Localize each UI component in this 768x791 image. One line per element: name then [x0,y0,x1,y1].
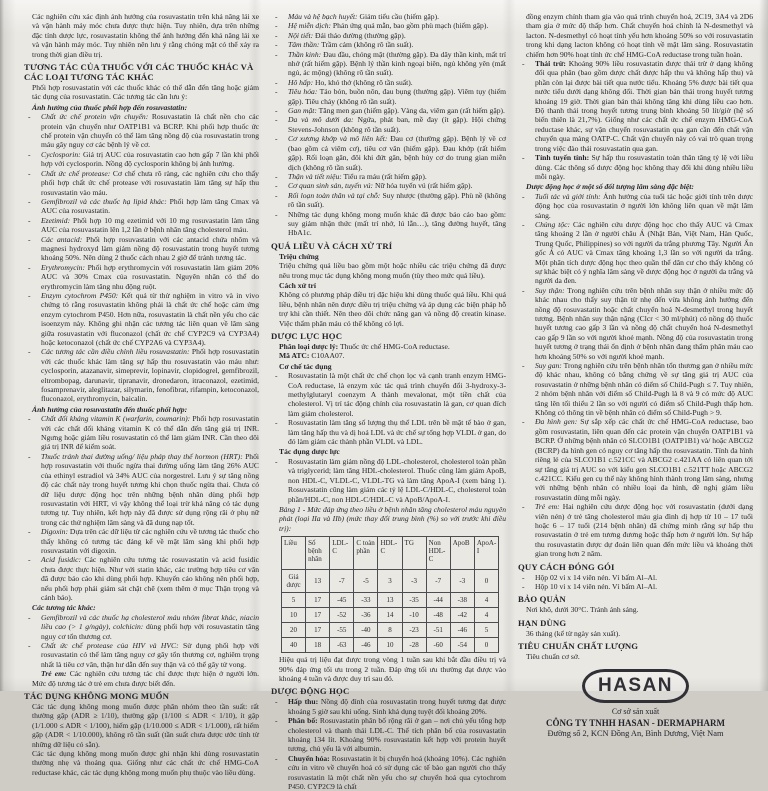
bullet-dash: - [275,753,278,763]
bullet-dash: - [275,106,278,116]
table-cell: 10 [378,638,402,653]
bullet-item: - Phân bố: Rosuvastatin phân bố rộng rãi ở gan – nơi chủ yếu tổng hợp cholesterol và thanh thải LDL-C. Thể tích phân bố của rosuvastatin khoảng 134 lít. Khoảng 90% rosuvastatin kết hợp với protein huyết tương, chủ yếu là với albumin. [275,716,506,754]
paragraph: Phối hợp rosuvastatin với các thuốc khác có thể dẫn đến tăng hoặc giảm tác dụng của rosuvastatin. Các tương tác cần lưu ý: [32,83,259,102]
lead-text: Thuốc tránh thai đường uống/ liệu pháp thay thế hormon (HRT): [41,451,243,461]
table-cell: 17 [306,593,330,608]
table-row [282,638,499,653]
bullet-dash: - [275,21,278,31]
lead-text: Thận và tiết niệu: [288,171,342,181]
bullet-item: - Hộp 10 vỉ x 14 viên nén. Vỉ bấm Al–Al. [522,581,657,591]
table-cell: -3 [402,570,426,593]
bullet-dash: - [275,171,278,181]
lead-text: Máu và hệ bạch huyết: [288,12,358,21]
lead-text: Suy gan: [535,361,562,371]
sub-heading-italic: Ảnh hưởng của thuốc phối hợp đến rosuvastatin: [32,102,188,112]
bullet-item: - Thuốc tránh thai đường uống/ liệu pháp thay thế hormon (HRT): Phối hợp rosuvastatin với thuốc ngừa thai đường uống làm tăng 26% AUC của ethinyl estradiol và 34% AUC của norgestrel. Lưu ý sự tăng nồng độ các chất này trong huyết tương khi chọn thuốc ngừa thai. Chưa có dữ liệu dược động học trên những bệnh nhân dùng phối hợp rosuvastatin với HRT, vì vậy không thể loại trừ khả năng có tác dụng tương tự. Tuy nhiên, kết hợp này đã được sử dụng rộng rãi ở phụ nữ trong các thử nghiệm lâm sàng và đã dung nạp tốt. [28,451,259,527]
section-heading: TÁC DỤNG KHÔNG MONG MUỐN [24,691,170,702]
table-cell: Giả dược [282,570,306,593]
table-row [282,593,499,608]
table-cell: 0 [474,570,498,593]
bullet-dash: - [522,59,525,69]
section-heading: QUY CÁCH ĐÓNG GÓI [518,561,615,572]
bullet-item: - Rosuvastatin làm tăng số lượng thụ thể LDL trên bề mặt tế bào ở gan, làm tăng hấp thu và dị hoá LDL và ức chế sự tổng hợp VLDL ở gan, do đó làm giảm các thành phần VLDL và LDL. [275,418,506,447]
paragraph: Nơi khô, dưới 30°C. Tránh ánh sáng. [526,605,639,615]
table-cell: -38 [450,593,474,608]
table-cell: -28 [402,638,426,653]
bullet-item: - Erythromycin: Phối hợp erythromycin với rosuvastatin làm giảm 20% AUC và 30% Cmax của rosuvastatin. Nguyên nhân có thể do erythromycin làm tăng nhu động ruột. [28,262,260,291]
lead-text: Cyclosporin: [41,149,81,159]
table-cell: -42 [450,608,474,623]
bullet-dash: - [275,371,278,381]
bullet-item: - Gan mật: Tăng men gan (hiếm gặp). Vàng da, viêm gan (rất hiếm gặp). [275,106,505,116]
lead-text: Hấp thu: [288,697,319,707]
paragraph: Các nghiên cứu xác định ảnh hưởng của rosuvastatin trên khả năng lái xe và vận hành máy móc chưa được thực hiện. Tuy nhiên, dựa trên những đặc tính dược lực, rosuvastatin không thể ảnh hưởng đến khả năng lái xe và vận hành máy móc. Tuy nhiên nên lưu ý rằng chóng mặt có thể xảy ra trong thời gian điều trị. [32,12,259,59]
lead-text: Các antacid: [41,234,83,244]
bullet-item: - Gemfibrozil và các thuốc hạ lipid khác: Phối hợp làm tăng Cmax và AUC của rosuvastatin. [28,196,259,216]
lead-text: Erythromycin: [41,262,86,272]
lead-text: Thần kinh: [288,49,322,59]
section-heading: DƯỢC LỰC HỌC [271,331,343,341]
hasan-logo-text: HASAN [597,674,674,696]
bullet-item: - Chất ức chế protein vận chuyển: Rosuvastatin là chất nền cho các protein vận chuyển như OATP1B1 và BCRP. Khi phối hợp thuốc ức chế protein vận chuyển có thể làm tăng nồng độ của rosuvastatin trong máu gây nguy cơ các bệnh lý về cơ. [28,112,259,150]
bullet-dash: - [522,285,525,295]
bullet-item: - Nội tiết: Đái tháo đường (thường gặp). [275,30,406,40]
bullet-dash: - [522,361,525,371]
paragraph: Triệu chứng quá liều bao gồm một hoặc nhiều các triệu chứng đã được nêu trong mục tác dụng không mong muốn (tùy theo mức quá liều). [279,261,506,280]
table-cell: -60 [426,638,450,653]
bullet-item: - Thải trừ: Khoảng 90% liều rosuvastatin được thải trừ ở dạng không đổi qua phân (bao gồm dược chất được hấp thu và không hấp thu) và phần còn lại được bài tiết qua nước tiểu. Khoảng 5% được bài tiết qua nước tiểu dưới dạng không đổi. Thời gian bán thải trong huyết tương khoảng 19 giờ. Thời gian bán thải không tăng khi dùng liều cao hơn. Độ thanh thải trong huyết tương trung bình khoảng 50 lít/giờ (hệ số biến thiên là 21,7%). Giống như các chất ức chế enzym HMG-CoA reductase khác, sự vận chuyển rosuvastatin qua gan cần đến chất vận chuyển qua màng OATP-C. Chất vận chuyển này có vai trò quan trọng trong việc đào thải rosuvastatin qua gan. [522,59,753,153]
lead-text: Chuyển hóa: [288,753,330,763]
bullet-dash: - [522,417,525,427]
bullet-item: - Tâm thần: Trầm cảm (không rõ tần suất). [275,40,414,50]
lead-text: Cơ quan sinh sản, tuyến vú: [288,181,374,191]
bullet-dash: - [28,451,31,461]
lead-text: Mã ATC: [279,351,310,361]
table-cell: -44 [426,593,450,608]
table-cell: -40 [354,623,378,638]
lead-text: Suy thận: [535,285,565,295]
bullet-dash: - [275,12,278,21]
column-right-blocks [518,12,753,662]
bullet-item: - Trẻ em: Hai nghiên cứu dược động học với rosuvastatin (dưới dạng viên nén) ở trẻ tăng cholesterol máu gia đình dị hợp từ 10 – 17 tuổi hoặc 6 – 17 tuổi (214 bệnh nhân) đã chứng minh rằng sự hấp thu rosuvastatin ở trẻ em tương đương hoặc thấp hơn ở người lớn. Sự hấp thu rosuvastatin được dự đoán liên quan đến mức liều và khoảng thời gian trong hơn 2 năm. [522,502,753,559]
table-cell: 20 [282,623,306,638]
bullet-item: - Digoxin: Dựa trên các dữ liệu từ các nghiên cứu về tương tác thuốc cho thấy không có tương tác đáng kể về mặt lâm sàng khi phối hợp rosuvastatin với digoxin. [28,527,259,555]
lead-text: Trẻ em: [535,502,560,512]
bullet-dash: - [28,290,31,300]
column-middle [271,12,507,791]
lead-text: Acid fusidic: [41,555,82,565]
paragraph: Trẻ em: Các nghiên cứu tương tác chỉ được thực hiện ở người lớn. Mức độ tương tác ở trẻ em chưa được biết đến. [32,669,259,688]
lead-text: Tuổi tác và giới tính: [535,191,601,201]
paragraph: Không có phương pháp điều trị đặc hiệu khi dùng thuốc quá liều. Khi quá liều, bệnh nhân nên được điều trị triệu chứng và áp dụng các biện pháp hỗ trợ khi cần thiết. Nên theo dõi chức năng gan và nồng độ creatin kinase. Việc thẩm phân máu có thể không có lợi. [279,290,506,328]
lead-text: Thải trừ: [535,59,566,69]
lead-text: Hệ miễn dịch: [288,21,332,31]
section-heading: HẠN DÙNG [518,617,567,628]
section-heading: TIÊU CHUẨN CHẤT LƯỢNG [518,641,639,652]
bullet-item: - Máu và hệ bạch huyết: Giảm tiểu cầu (hiếm gặp). [275,12,439,21]
table-row [282,608,499,623]
table-cell: -63 [330,638,354,653]
bullet-dash: - [28,641,31,650]
table-cell: -33 [354,593,378,608]
bullet-dash: - [275,716,278,726]
lead-text: Enzym cytochrom P450: [41,290,119,300]
bullet-dash: - [275,181,278,191]
bullet-dash: - [28,527,31,537]
table-cell: -55 [330,623,354,638]
hasan-logo [582,669,689,703]
lead-text: Gemfibrozil và các thuốc hạ cholesterol máu nhóm fibrat khác, niacin liều cao (> 1 g/ngày), colchicin: [41,612,259,632]
table-cell: -54 [450,638,474,653]
table-header-cell: TG [402,537,426,570]
paragraph: Hiệu quả trị liệu đạt được trong vòng 1 tuần sau khi bắt đầu điều trị và 90% đáp ứng tối ưu trong 2 tuần. Đáp ứng tối ưu thường đạt được vào khoảng 4 tuần và được duy trì sau đó. [279,655,506,683]
table-cell: -46 [354,638,378,653]
bullet-item: - Chủng tộc: Các nghiên cứu dược động học cho thấy AUC và Cmax tăng khoảng 2 lần ở người châu Á (Nhật Bản, Việt Nam, Hàn Quốc, Trung Quốc, Philippines) so với người da trắng phương Tây. Người Ấn gốc Á có AUC và Cmax tăng khoảng 1,3 lần so với người da trắng. Một phân tích dược động học theo quần thể dân cư cho thấy không có sự khác biệt có ý nghĩa lâm sàng về dược động học ở người da trắng và người da đen. [522,219,753,286]
bullet-item: - Tính tuyến tính: Sự hấp thu rosuvastatin toàn thân tăng tỷ lệ với liều dùng. Các thông số dược động học không thay đổi khi dùng nhiều liều mỗi ngày. [522,153,753,181]
table-cell: -35 [402,593,426,608]
section-heading: DƯỢC ĐỘNG HỌC [271,686,350,697]
lead-text: Tâm thần: [288,40,320,50]
table-cell: 13 [306,570,330,593]
bullet-item: - Gemfibrozil và các thuốc hạ cholesterol máu nhóm fibrat khác, niacin liều cao (> 1 g/ngày), colchicin: dùng phối hợp với rosuvastatin tăng nguy cơ tổn thương cơ. [28,612,260,641]
table-cell: 17 [306,623,330,638]
lead-text: Trẻ em: [41,669,67,679]
bullet-dash: - [275,87,278,97]
bullet-item: - Chất đối kháng vitamin K (warfarin, coumarin): Phối hợp rosuvastatin với các chất đối kháng vitamin K có thể dẫn đến tăng giá trị INR. Ngưng hoặc giảm liều rosuvastatin có thể làm giảm INR. Cần theo dõi giá trị INR để kiểm soát. [28,414,260,452]
bullet-dash: - [28,612,31,622]
table-caption: Bảng 1 - Mức đáp ứng theo liều ở bệnh nhân tăng cholesterol máu nguyên phát (loại IIa và IIb) (mức thay đổi trung bình (%) so với trước khi điều trị): [279,504,506,533]
section-heading: BẢO QUẢN [518,594,566,605]
bullet-item: - Suy thận: Trong nghiên cứu trên bệnh nhân suy thận ở nhiều mức độ khác nhau cho thấy suy thận từ nhẹ đến vừa không ảnh hưởng đến nồng độ rosuvastatin hoặc chất chuyển hoá N-desmethyl trong huyết tương. Bệnh nhân suy thận nặng (Clcr < 30 ml/phút) có nồng độ thuốc huyết tương cao gấp 3 lần và nồng độ chất chuyển hoá N-desmethyl cao gấp 9 lần so với người khoẻ mạnh. Nồng độ của rosuvastatin trong huyết tương ở trạng thái ổn định ở bệnh nhân đang thẩm phân máu cao hơn khoảng 50% so với người khoẻ mạnh. [522,285,753,361]
bullet-item: - Những tác dụng không mong muốn khác đã được báo cáo bao gồm: suy giảm nhận thức (mất trí nhớ, lú lẫn…), tăng đường huyết, tăng HbA1c. [275,209,506,238]
table-cell: 40 [282,638,306,653]
lead-text: Gan mật: [288,106,317,116]
bullet-dash: - [28,149,31,159]
table-cell: 0 [474,638,498,653]
bullet-item: - Enzym cytochrom P450: Kết quả từ thử nghiệm in vitro và in vivo chứng tỏ rằng rosuvastatin không phải là chất ức chế hoặc cảm ứng enzym cytochrom P450. Hơn nữa, rosuvastatin là chất nền yếu cho các isoenzym này. Không ghi nhận các tương tác liên quan về lâm sàng giữa rosuvastatin với fluconazol (chất ức chế CYP2C9 và CYP3A4) hoặc ketoconazol (chất ức chế CYP2A6 và CYP3A4). [28,290,259,347]
sub-heading: Triệu chứng [279,251,319,261]
lead-text: Gemfibrozil và các thuốc hạ lipid khác: [41,196,167,206]
paragraph: Các tác dụng không mong muốn được ghi nhận khi dùng rosuvastatin thường nhẹ và thoáng qua. Giống như các chất ức chế HMG-CoA reductase khác, các tác dụng không mong muốn phụ thuộc vào liều dùng. [32,749,259,777]
bullet-item: - Acid fusidic: Các nghiên cứu tương tác rosuvastatin và acid fusidic chưa được thực hiện. Như với statin khác, các trường hợp tiêu cơ vân đã được báo cáo khi dùng phối hợp. Khuyến cáo không nên phối hợp, nếu phối hợp phải giám sát chặt chẽ (xem thêm ở mục Thận trọng và cảnh báo). [28,555,259,602]
bullet-dash: - [522,191,525,201]
bullet-item: - Chất ức chế protease của HIV và HVC: Sử dụng phối hợp với rosuvastatin có thể làm tăng nguy cơ gây tổn thương cơ, nghiêm trọng nhất là tiêu cơ vân, thận hư dẫn đến suy thận và có thể gây tử vong. [28,641,260,669]
lead-text: Digoxin: [41,527,68,537]
paragraph: Tiêu chuẩn cơ sở. [526,652,580,662]
paragraph: Phân loại dược lý: Thuốc ức chế HMG-CoA reductase. [279,342,450,351]
bullet-dash: - [28,168,31,178]
lead-text: Phân loại dược lý: [279,342,339,351]
company-address: Đường số 2, KCN Đồng An, Bình Dương, Việt Nam [547,728,724,738]
bullet-item: - Tuổi tác và giới tính: Ảnh hưởng của tuổi tác hoặc giới tính trên dược động học của rosuvastatin ở người lớn không liên quan về mặt lâm sàng. [522,191,753,220]
column-right [518,12,753,738]
table-cell: 8 [378,623,402,638]
table-cell: -48 [426,608,450,623]
bullet-item: - Cơ quan sinh sản, tuyến vú: Nữ hóa tuyến vú (rất hiếm gặp). [275,181,473,191]
bullet-dash: - [275,40,278,50]
bullet-dash: - [28,262,31,272]
table-header-cell: ApoA-I [474,537,498,570]
lead-text: Chất ức chế protease: [41,168,111,178]
table-cell: 14 [378,608,402,623]
table-cell: -5 [354,570,378,593]
sub-heading-italic: Ảnh hưởng của rosuvastatin đến thuốc phối hợp: [32,404,188,414]
table-cell: 17 [306,608,330,623]
bullet-item: - Các tương tác cần điều chỉnh liều rosuvastatin: Phối hợp rosuvastatin với các thuốc khác làm tăng sự hấp thu rosuvastatin vào máu như: cyclosporin, atazanavir, simeprevir, lopinavir, clopidogrel, gemfibrozil, eltrombopag, darunavir, tipranavir, dronedaron, itraconazol, ezetimid, fosamprenavir, aleglitazar, silymarin, fenofibrat, rifampin, ketoconazol, fluconazol, erythromycin, baicalin. [28,347,260,404]
sub-heading: Cơ chế tác dụng [279,361,332,371]
table-header-cell: ApoB [450,537,474,570]
lead-text: Chất đối kháng vitamin K (warfarin, coumarin): [41,414,191,424]
bullet-item: - Suy gan: Trong nghiên cứu trên bệnh nhân tổn thương gan ở nhiều mức độ khác nhau, không có bằng chứng về sự tăng giá trị AUC của rosuvastatin ở những bệnh nhân có điểm số Child-Pugh ≤ 7. Tuy nhiên, 2 nhóm bệnh nhân với điểm số Child-Pugh là 8 và 9 có mức độ AUC tăng lên tối thiểu 2 lần so với người có điểm số Child-Pugh thấp hơn. Không có thông tin về bệnh nhân có điểm số Child-Pugh > 9. [522,361,753,418]
table-header-cell: HDL-C [378,537,402,570]
lead-text: Chất ức chế protease của HIV và HVC: [41,641,179,650]
bullet-item: - Chất ức chế protease: Cơ chế chưa rõ ràng, các nghiên cứu cho thấy phối hợp chất ức chế protease với rosuvastatin làm tăng sự hấp thu rosuvastatin vào máu. [28,168,259,197]
table-cell: -45 [330,593,354,608]
bullet-item: - Đa hình gen: Sự sắp xếp các chất ức chế HMG-CoA reductase, bao gồm rosuvastatin, liên quan đến các protein vận chuyển OATP1B1 và BCRP. Ở những bệnh nhân có SLCO1B1 (OATP1B1) và/ hoặc ABCG2 (BCRP) đa hình gen có nguy cơ tăng hấp thu rosuvastatin. Tính đa hình riêng lẻ của SLCO1B1 c.521CC và ABCG2 c.421AA có liên quan tới sự tăng giá trị AUC so với kiểu gen SLCO1B1 c.521TT hoặc ABCG2 c.421CC. Kiểu gen cụ thể này không hình thành trong lâm sàng, nhưng với những bệnh nhân có nhiều loại đa hình, đề nghị giảm liều rosuvastatin dùng mỗi ngày. [522,417,753,502]
bullet-item: - Cyclosporin: Giá trị AUC của rosuvastatin cao hơn gấp 7 lần khi phối hợp với cyclosporin. Nồng độ cyclosporin không bị ảnh hưởng. [28,149,259,169]
lead-text: Chất ức chế protein vận chuyển: [41,112,149,122]
lead-text: Các tương tác cần điều chỉnh liều rosuvastatin: [41,347,190,357]
bullet-item: - Các antacid: Phối hợp rosuvastatin với các antacid chứa nhôm và magnesi hydroxyd làm giảm nồng độ rosuvastatin trong huyết tương khoảng 50%. Nên dùng 2 thuốc cách nhau 2 giờ để tránh tương tác. [28,234,260,263]
lead-text: Tính tuyến tính: [535,153,590,163]
bullet-dash: - [28,347,31,357]
sub-heading-italic: Các tương tác khác: [32,603,96,613]
bullet-item: - Tiêu hóa: Táo bón, buồn nôn, đau bụng (thường gặp). Viêm tụy (hiếm gặp). Tiêu chảy (không rõ tần suất). [275,87,507,106]
sub-heading: Tác dụng dược lực [279,447,340,457]
bullet-dash: - [522,153,525,163]
table-cell: -46 [450,623,474,638]
lead-text: Hô hấp: [288,77,314,87]
bullet-dash: - [275,115,278,125]
bullet-item: - Rosuvastatin là một chất ức chế chọn lọc và cạnh tranh enzym HMG-CoA reductase, là enzym xúc tác quá trình chuyển đổi 3-hydroxy-3-methylglutaryl coenzym A thành mevalonat, một tiền chất của cholesterol. Vị trí tác động chính của rosuvastatin là gan, cơ quan đích làm giảm cholesterol. [275,371,506,418]
table-cell: -52 [330,608,354,623]
bullet-item: - Rối loạn toàn thân và tại chỗ: Suy nhược (thường gặp). Phù nề (không rõ tần suất). [275,190,506,210]
sub-heading: Cách xử trí [279,280,317,290]
bullet-dash: - [522,502,525,512]
sub-heading-italic: Dược động học ở một số đối tượng lâm sàng đặc biệt: [526,182,694,192]
bullet-item: - Thần kinh: Đau đầu, chóng mặt (thường gặp). Đa dây thần kinh, mất trí nhớ (rất hiếm gặp). Bệnh lý thần kinh ngoại biên, ngủ không yên (mất ngủ, ác mộng) (không rõ tần suất). [275,49,506,78]
table-cell: -3 [450,570,474,593]
bullet-item: - Hộp 02 vỉ x 14 viên nén. Vỉ bấm Al–Al. [522,572,657,582]
paragraph: Các tác dụng không mong muốn được phân nhóm theo tần suất: rất thường gặp (ADR ≥ 1/10), thường gặp (1/100 ≤ ADR < 1/10), ít gặp (1/1.000 ≤ ADR < 1/100), hiếm gặp (1/10.000 ≤ ADR < 1/1.000), rất hiếm gặp (ADR < 1/10.000), không rõ tần suất (tần suất chưa được ước tính từ những dữ liệu có sẵn). [32,702,259,749]
table-cell: -10 [402,608,426,623]
section-heading: TƯƠNG TÁC CỦA THUỐC VỚI CÁC THUỐC KHÁC VÀ CÁC LOẠI TƯƠNG TÁC KHÁC [24,62,254,83]
table-header-cell: LDL-C [330,537,354,570]
bullet-dash: - [275,77,278,87]
table-cell: 10 [282,608,306,623]
lead-text: Phân bố: [288,716,318,726]
table-cell: 4 [474,608,498,623]
column-left [24,12,260,777]
table-cell: 5 [282,593,306,608]
table-cell: -23 [402,623,426,638]
bullet-item: - Cơ xương khớp và mô liên kết: Đau cơ (thường gặp). Bệnh lý về cơ (bao gồm cả viêm cơ), tiêu cơ vân (hiếm gặp). Đau khớp (rất hiếm gặp). Rối loạn gân, đôi khi đứt gân, bệnh hủy cơ do trung gian miễn dịch (không rõ tần suất). [275,134,506,172]
table-header-row [282,537,499,570]
bullet-dash: - [275,209,278,219]
bullet-dash: - [522,572,525,582]
bullet-item: - Chuyển hóa: Rosuvastatin ít bị chuyển hoá (khoảng 10%). Các nghiên cứu in vitro về chuyển hoá có sử dụng các tế bào gan người cho thấy rosuvastatin là một chất nền yếu cho sự chuyển hoá qua cytochrom P450. CYP2C9 là chất [275,753,506,791]
table-cell: 4 [474,593,498,608]
manufacturer-footer [518,669,753,739]
bullet-item: - Hô hấp: Ho, khó thở (không rõ tần suất). [275,77,413,87]
bullet-item: - Ezetimid: Phối hợp 10 mg ezetimid với 10 mg rosuvastatin làm tăng AUC của rosuvastatin lên 1,2 lần ở bệnh nhân tăng cholesterol máu. [28,215,259,235]
table-cell: 5 [474,623,498,638]
section-heading: QUÁ LIỀU VÀ CÁCH XỬ TRÍ [271,240,393,251]
table-cell: 18 [306,638,330,653]
table-header-cell: Liều [282,537,306,570]
table-cell: -51 [426,623,450,638]
table-header-cell: Non HDL-C [426,537,450,570]
bullet-item: - Hệ miễn dịch: Phản ứng quá mẫn, bao gồm phù mạch (hiếm gặp). [275,21,489,31]
bullet-dash: - [28,215,31,225]
dose-response-table [281,536,499,653]
bullet-dash: - [275,30,278,40]
bullet-item: - Hấp thu: Nồng độ đỉnh của rosuvastatin trong huyết tương đạt được khoảng 5 giờ sau khi uống. Sinh khả dụng tuyệt đối khoảng 20%. [275,697,506,716]
bullet-dash: - [522,219,525,229]
lead-text: Ezetimid: [41,215,71,225]
table-cell: -7 [330,570,354,593]
bullet-dash: - [275,456,278,466]
bullet-dash: - [28,196,31,206]
bullet-dash: - [28,234,31,244]
table-cell: 13 [378,593,402,608]
lead-text: Tiêu hóa: [288,87,318,97]
bullet-dash: - [28,555,31,565]
table-header-cell: C toàn phần [354,537,378,570]
table-row [282,623,499,638]
bullet-dash: - [275,418,278,428]
lead-text: Chủng tộc: [535,219,571,229]
bullet-item: - Rosuvastatin làm giảm nồng độ LDL-cholesterol, cholesterol toàn phần và triglycerid; làm tăng HDL-cholesterol. Thuốc cũng làm giảm ApoB, non HDL-C, VLDL-C, VLDL-TG và làm tăng ApoA-I (xem bảng 1). Rosuvastatin cũng làm giảm các tỷ lệ LDL-C/HDL-C, cholesterol toàn phần/HDL-C, non HDL-C/HDL-C và ApoB/ApoA-I. [275,456,506,504]
bullet-dash: - [28,112,31,122]
bullet-item: - Da và mô dưới da: Ngứa, phát ban, mề đay (ít gặp). Hội chứng Stevens-Johnson (không rõ tần suất). [275,115,506,134]
paragraph: Mã ATC: C10AA07. [279,351,345,361]
lead-text: Cơ xương khớp và mô liên kết: [288,134,388,144]
table-cell: -36 [354,608,378,623]
bullet-dash: - [522,581,525,591]
table-header-cell: Số bệnh nhân [306,537,330,570]
bullet-dash: - [275,697,278,707]
facility-label: Cơ sở sản xuất [611,706,660,716]
lead-text: Rối loạn toàn thân và tại chỗ: [288,190,381,200]
table-cell: 3 [378,570,402,593]
company-name: CÔNG TY TNHH HASAN - DERMAPHARM [545,717,726,728]
bullet-dash: - [275,190,278,200]
bullet-item: - Thận và tiết niệu: Tiểu ra máu (rất hiếm gặp). [275,171,427,181]
bullet-dash: - [28,414,31,424]
table-cell: -7 [426,570,450,593]
paragraph: 36 tháng (kể từ ngày sản xuất). [526,628,621,638]
lead-text: Đa hình gen: [535,417,578,427]
lead-text: Da và mô dưới da: [288,115,354,125]
paragraph: đồng enzym chính tham gia vào quá trình chuyển hoá, 2C19, 3A4 và 2D6 tham gia ở mức độ thấp hơn. Chất chuyển hoá chính là N-desmethyl và lacton. N-desmethyl có hoạt tính yếu hơn khoảng 50% so với rosuvastatin trong khi dạng lacton không có hoạt tính về mặt lâm sàng. Rosuvastatin chiếm hơn 90% hoạt tính ức chế HMG-CoA reductase trong tuần hoàn. [526,12,753,59]
lead-text: Nội tiết: [288,30,314,40]
bullet-dash: - [275,134,278,144]
bullet-dash: - [275,49,278,59]
table-row [282,570,499,593]
